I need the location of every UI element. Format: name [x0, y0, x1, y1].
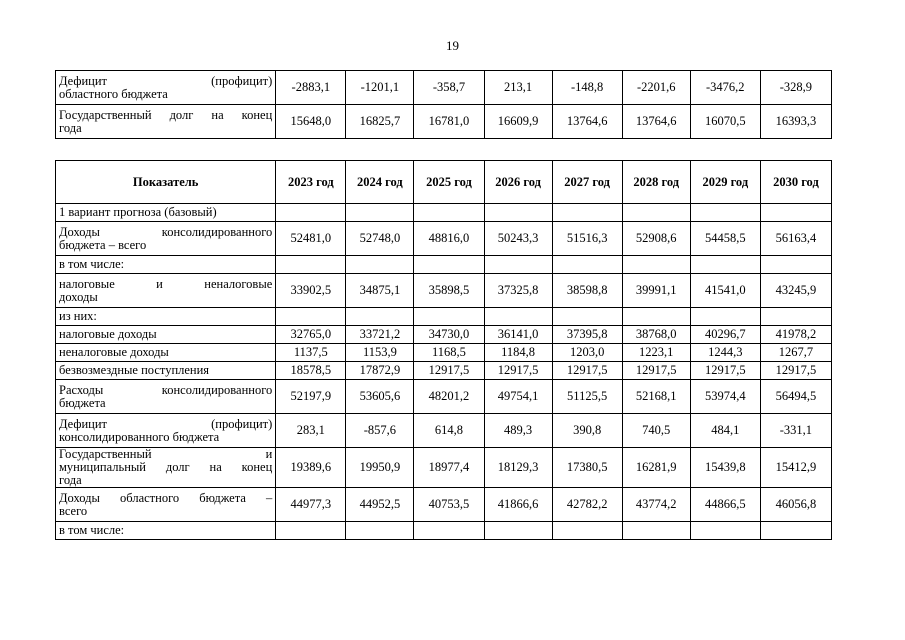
value-cell: 44866,5	[690, 488, 760, 522]
value-cell	[760, 204, 831, 222]
value-cell: 52168,1	[622, 380, 690, 414]
row-label-line: муниципальный долг на конец	[59, 460, 273, 474]
value-cell: 38768,0	[622, 326, 690, 344]
value-cell: 16825,7	[346, 105, 414, 139]
value-cell: 390,8	[552, 414, 622, 448]
value-cell: 44977,3	[276, 488, 346, 522]
value-cell: 51516,3	[552, 222, 622, 256]
value-cell	[346, 256, 414, 274]
value-cell: 15439,8	[690, 448, 760, 488]
value-cell	[276, 308, 346, 326]
table-row	[56, 71, 832, 105]
table-row	[56, 522, 832, 540]
value-cell: 41541,0	[690, 274, 760, 308]
value-cell: 12917,5	[760, 362, 831, 380]
row-label-line: Государственный долг на конец	[59, 107, 273, 122]
table-row	[56, 326, 832, 344]
row-label-line: Дефицит (профицит)	[59, 416, 273, 431]
value-cell: 1267,7	[760, 344, 831, 362]
header-year: 2027 год	[552, 161, 622, 204]
value-cell: 40753,5	[414, 488, 484, 522]
row-label-line: бюджета	[59, 395, 106, 410]
value-cell: 33902,5	[276, 274, 346, 308]
row-label-line: года	[59, 473, 82, 487]
value-cell: 56163,4	[760, 222, 831, 256]
table-row	[56, 488, 832, 522]
value-cell: 56494,5	[760, 380, 831, 414]
table-row	[56, 362, 832, 380]
row-label: из них:	[56, 308, 276, 326]
value-cell: 41866,6	[484, 488, 552, 522]
value-cell	[346, 308, 414, 326]
row-label-line: бюджета – всего	[59, 237, 147, 252]
header-indicator: Показатель	[56, 161, 276, 204]
table-row	[56, 222, 832, 256]
row-label-line: доходы	[59, 289, 98, 304]
value-cell	[760, 256, 831, 274]
value-cell: 37325,8	[484, 274, 552, 308]
value-cell: 1184,8	[484, 344, 552, 362]
value-cell	[622, 308, 690, 326]
value-cell: 43774,2	[622, 488, 690, 522]
value-cell: 42782,2	[552, 488, 622, 522]
deficit-debt-table	[55, 70, 832, 139]
value-cell: 39991,1	[622, 274, 690, 308]
row-label-line: года	[59, 120, 82, 135]
row-label-line: областного бюджета	[59, 86, 168, 101]
forecast-table	[55, 160, 832, 540]
value-cell	[552, 204, 622, 222]
table-row	[56, 308, 832, 326]
row-label-line: Дефицит (профицит)	[59, 73, 273, 88]
value-cell	[552, 522, 622, 540]
value-cell: 53974,4	[690, 380, 760, 414]
value-cell: 12917,5	[484, 362, 552, 380]
value-cell: -1201,1	[346, 71, 414, 105]
value-cell	[690, 204, 760, 222]
value-cell	[414, 308, 484, 326]
value-cell: 54458,5	[690, 222, 760, 256]
row-label: в том числе:	[56, 256, 276, 274]
value-cell: 283,1	[276, 414, 346, 448]
value-cell: 34730,0	[414, 326, 484, 344]
value-cell: 1203,0	[552, 344, 622, 362]
value-cell: 16281,9	[622, 448, 690, 488]
value-cell: 740,5	[622, 414, 690, 448]
header-year: 2023 год	[276, 161, 346, 204]
value-cell	[414, 522, 484, 540]
value-cell	[690, 308, 760, 326]
value-cell	[276, 522, 346, 540]
value-cell: -857,6	[346, 414, 414, 448]
page-number: 19	[446, 38, 459, 53]
value-cell: -358,7	[414, 71, 484, 105]
table-row	[56, 344, 832, 362]
value-cell: 614,8	[414, 414, 484, 448]
value-cell: 48816,0	[414, 222, 484, 256]
table-row	[56, 380, 832, 414]
value-cell: 12917,5	[622, 362, 690, 380]
value-cell	[552, 256, 622, 274]
row-label-line: Доходы консолидированного	[59, 224, 273, 239]
row-label-line: Доходы областного бюджета –	[59, 490, 273, 505]
row-label	[56, 105, 276, 139]
value-cell	[276, 256, 346, 274]
value-cell: 37395,8	[552, 326, 622, 344]
value-cell	[484, 522, 552, 540]
value-cell: 17380,5	[552, 448, 622, 488]
value-cell: 1244,3	[690, 344, 760, 362]
value-cell: 17872,9	[346, 362, 414, 380]
value-cell: 15412,9	[760, 448, 831, 488]
value-cell	[484, 256, 552, 274]
value-cell: 38598,8	[552, 274, 622, 308]
value-cell: -148,8	[552, 71, 622, 105]
value-cell: 48201,2	[414, 380, 484, 414]
value-cell: 52481,0	[276, 222, 346, 256]
value-cell: 35898,5	[414, 274, 484, 308]
value-cell: 13764,6	[622, 105, 690, 139]
value-cell: 1153,9	[346, 344, 414, 362]
value-cell	[690, 256, 760, 274]
value-cell: 52748,0	[346, 222, 414, 256]
row-label-line: Расходы консолидированного	[59, 382, 273, 397]
table-row	[56, 414, 832, 448]
value-cell: 32765,0	[276, 326, 346, 344]
row-label-line: консолидированного бюджета	[59, 429, 220, 444]
value-cell: 1223,1	[622, 344, 690, 362]
value-cell: 33721,2	[346, 326, 414, 344]
value-cell: 36141,0	[484, 326, 552, 344]
value-cell: 18977,4	[414, 448, 484, 488]
value-cell	[760, 308, 831, 326]
value-cell: 12917,5	[690, 362, 760, 380]
value-cell: 40296,7	[690, 326, 760, 344]
row-label	[56, 448, 276, 488]
header-year: 2030 год	[760, 161, 831, 204]
value-cell: -2201,6	[622, 71, 690, 105]
row-label	[56, 71, 276, 105]
value-cell: 484,1	[690, 414, 760, 448]
value-cell: -3476,2	[690, 71, 760, 105]
value-cell: 53605,6	[346, 380, 414, 414]
header-year: 2028 год	[622, 161, 690, 204]
value-cell: 46056,8	[760, 488, 831, 522]
value-cell: 1137,5	[276, 344, 346, 362]
value-cell: 18578,5	[276, 362, 346, 380]
row-label	[56, 274, 276, 308]
value-cell: 16781,0	[414, 105, 484, 139]
value-cell: 13764,6	[552, 105, 622, 139]
row-label: неналоговые доходы	[56, 344, 276, 362]
row-label: безвозмездные поступления	[56, 362, 276, 380]
table-header-row	[56, 161, 832, 204]
value-cell: 12917,5	[552, 362, 622, 380]
row-label-line: всего	[59, 503, 88, 518]
value-cell: -2883,1	[276, 71, 346, 105]
value-cell	[690, 522, 760, 540]
value-cell	[276, 204, 346, 222]
row-label	[56, 488, 276, 522]
value-cell	[414, 204, 484, 222]
row-label-line: налоговые и неналоговые	[59, 276, 273, 291]
value-cell	[414, 256, 484, 274]
value-cell: 51125,5	[552, 380, 622, 414]
value-cell	[484, 308, 552, 326]
value-cell: -328,9	[760, 71, 831, 105]
value-cell: 16609,9	[484, 105, 552, 139]
value-cell: 44952,5	[346, 488, 414, 522]
value-cell: 213,1	[484, 71, 552, 105]
row-label-line: Государственный и	[59, 447, 273, 461]
table-row	[56, 256, 832, 274]
header-year: 2026 год	[484, 161, 552, 204]
value-cell	[484, 204, 552, 222]
value-cell: 1168,5	[414, 344, 484, 362]
row-label	[56, 380, 276, 414]
value-cell	[346, 204, 414, 222]
value-cell: 16070,5	[690, 105, 760, 139]
value-cell	[622, 204, 690, 222]
value-cell	[622, 256, 690, 274]
value-cell: 41978,2	[760, 326, 831, 344]
value-cell	[552, 308, 622, 326]
table-row	[56, 105, 832, 139]
table-row	[56, 204, 832, 222]
value-cell: 15648,0	[276, 105, 346, 139]
table-row	[56, 448, 832, 488]
value-cell: 19950,9	[346, 448, 414, 488]
value-cell: 52908,6	[622, 222, 690, 256]
value-cell: 16393,3	[760, 105, 831, 139]
value-cell: 50243,3	[484, 222, 552, 256]
value-cell: -331,1	[760, 414, 831, 448]
value-cell: 18129,3	[484, 448, 552, 488]
value-cell	[622, 522, 690, 540]
header-year: 2025 год	[414, 161, 484, 204]
value-cell: 19389,6	[276, 448, 346, 488]
value-cell: 43245,9	[760, 274, 831, 308]
value-cell: 489,3	[484, 414, 552, 448]
value-cell: 34875,1	[346, 274, 414, 308]
value-cell: 12917,5	[414, 362, 484, 380]
table-row	[56, 274, 832, 308]
row-label: 1 вариант прогноза (базовый)	[56, 204, 276, 222]
value-cell	[346, 522, 414, 540]
row-label	[56, 414, 276, 448]
row-label	[56, 222, 276, 256]
header-year: 2029 год	[690, 161, 760, 204]
header-year: 2024 год	[346, 161, 414, 204]
value-cell: 49754,1	[484, 380, 552, 414]
row-label: налоговые доходы	[56, 326, 276, 344]
value-cell: 52197,9	[276, 380, 346, 414]
row-label: в том числе:	[56, 522, 276, 540]
value-cell	[760, 522, 831, 540]
